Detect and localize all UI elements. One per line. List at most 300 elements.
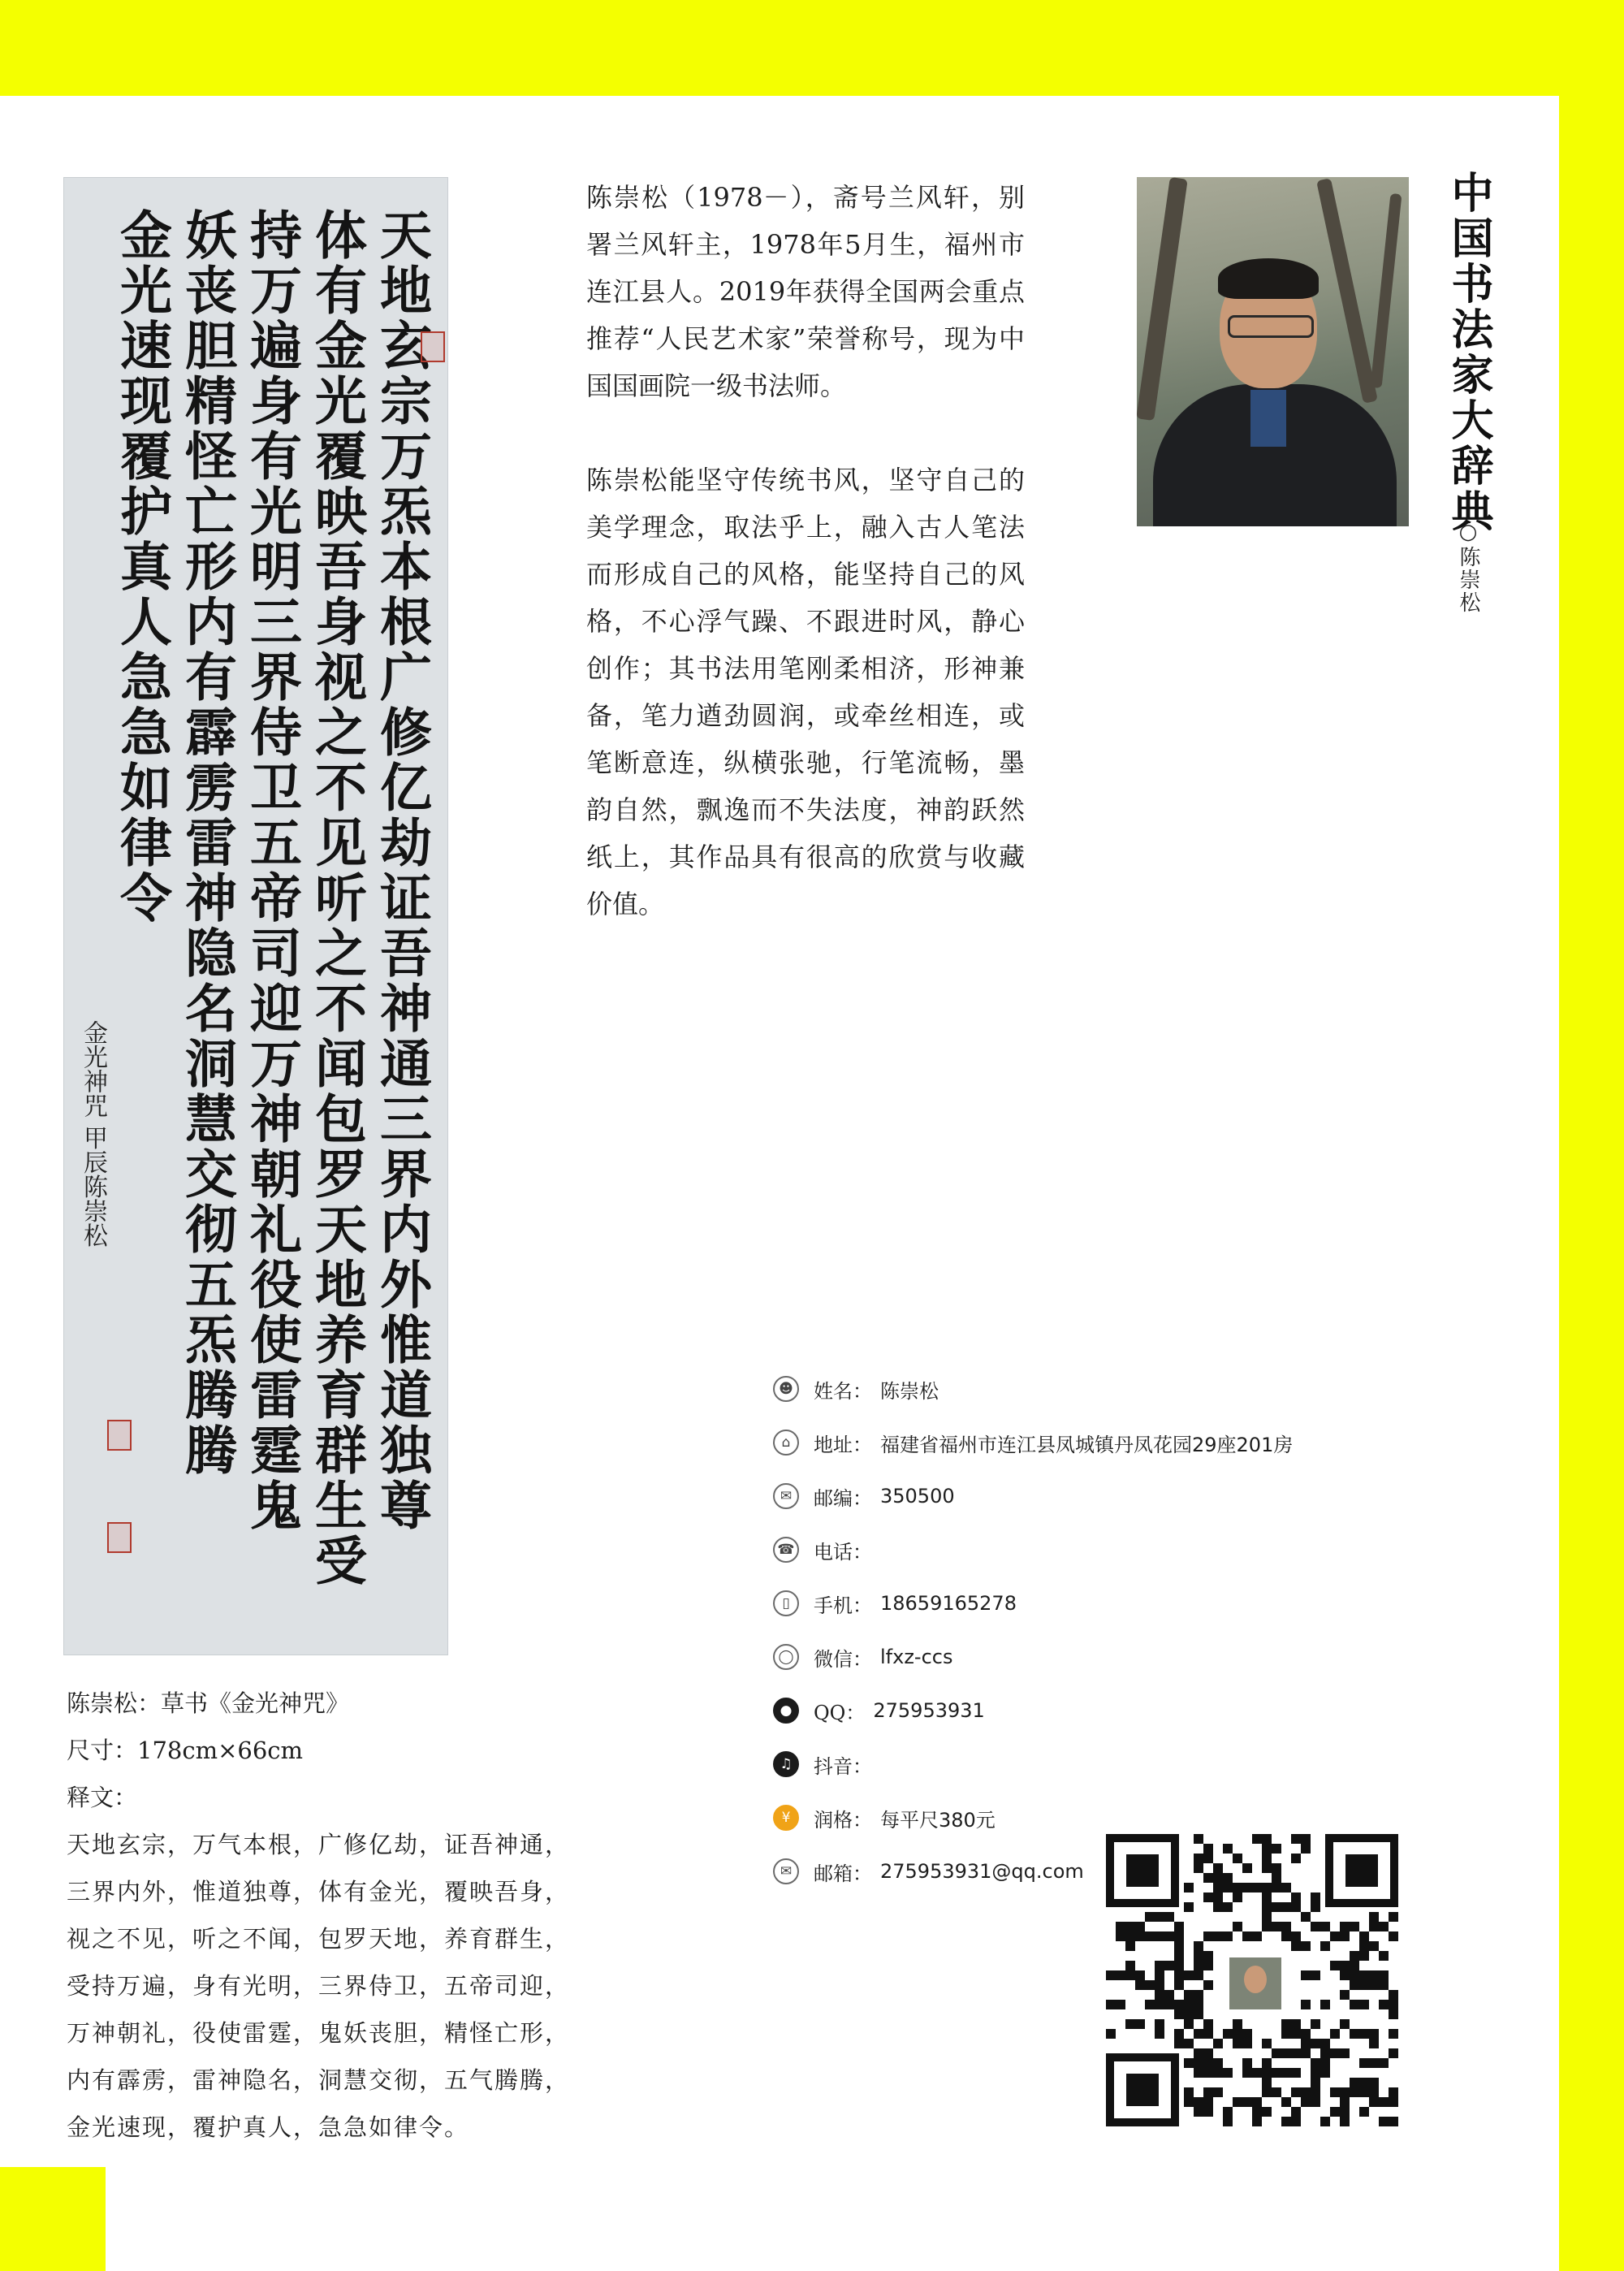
scroll-column-3: 持万遍身有光明三界侍卫五帝司迎万神朝礼役使雷霆鬼 (241, 208, 302, 1533)
qr-module (1194, 2097, 1203, 2107)
qr-module (1252, 1931, 1262, 1941)
qr-module (1281, 1902, 1291, 1912)
qr-module (1233, 1922, 1242, 1931)
qr-module (1252, 1834, 1262, 1844)
contact-qq-value: 275953931 (873, 1699, 985, 1722)
bio-paragraph-2: 陈崇松能坚守传统书风，坚守自己的美学理念，取法乎上，融入古人笔法而形成自己的风格，能坚持自己的风格，不心浮气躁、不跟进时风，静心创作；其书法用笔刚柔相济，形神兼备，笔力遒劲圆润，或牵丝相连，或笔断意连，纵横张驰，行笔流畅，墨韵自然，飘逸而不失法度，神韵跃然纸上，其作品具有很高的欣赏与收藏价值。 (586, 465, 1025, 919)
qr-module (1281, 2048, 1291, 2058)
qr-module (1174, 2039, 1184, 2048)
qr-module (1242, 1883, 1252, 1892)
qr-module (1194, 1951, 1203, 1961)
qr-module (1281, 2097, 1291, 2107)
qr-module (1194, 1854, 1203, 1863)
contact-email: ✉ 邮箱： 275953931@qq.com (773, 1855, 1084, 1888)
qr-module (1262, 1863, 1272, 1873)
qr-module (1311, 2097, 1320, 2107)
qr-module (1174, 2029, 1184, 2039)
qr-module (1281, 2117, 1291, 2126)
contact-price: ¥ 润格： 每平尺380元 (773, 1802, 996, 1834)
translation-line: 视之不见，听之不闻，包罗天地，养育群生， (67, 1925, 571, 1953)
qr-module (1194, 1863, 1203, 1873)
qr-module (1379, 1922, 1389, 1931)
qr-center-avatar (1226, 1954, 1285, 2013)
qr-module (1301, 1834, 1311, 1844)
qr-module (1369, 1922, 1379, 1931)
qr-module (1164, 1931, 1174, 1941)
qr-module (1262, 1922, 1272, 1931)
home-icon: ⌂ (773, 1430, 799, 1456)
qr-module (1379, 2000, 1389, 2009)
qr-module (1213, 1883, 1223, 1892)
qr-module (1233, 2039, 1242, 2048)
qr-module (1213, 2087, 1223, 2097)
qr-module (1359, 2087, 1369, 2097)
artist-biography (586, 174, 1025, 975)
qr-module (1262, 1912, 1272, 1922)
qr-module (1350, 1980, 1359, 1990)
qr-module (1359, 2029, 1369, 2039)
qr-module (1330, 2107, 1340, 2117)
translation-line: 金光速现，覆护真人，急急如律令。 (67, 2113, 470, 2141)
qr-module (1194, 2048, 1203, 2058)
qr-module (1262, 2078, 1272, 2087)
qr-module (1291, 1834, 1301, 1844)
qr-module (1379, 1980, 1389, 1990)
qr-module (1311, 1970, 1320, 1980)
qr-module (1184, 1883, 1194, 1892)
qq-icon: ● (773, 1698, 799, 1724)
qr-module (1125, 1922, 1135, 1931)
qr-module (1203, 1951, 1213, 1961)
qr-module (1203, 2087, 1213, 2097)
qr-module (1155, 1990, 1164, 2000)
qr-module (1203, 2097, 1213, 2107)
qr-module (1233, 1854, 1242, 1863)
qr-module (1213, 2039, 1223, 2048)
qr-module (1262, 2058, 1272, 2068)
phone-icon: ☎ (773, 1537, 799, 1563)
qr-module (1350, 2078, 1359, 2087)
qr-module (1203, 2107, 1213, 2117)
qr-module (1116, 2000, 1125, 2009)
qr-module (1213, 1892, 1223, 1902)
qr-module (1145, 1912, 1155, 1922)
qr-module (1213, 1902, 1223, 1912)
contact-mobile: ▯ 手机： 18659165278 (773, 1587, 1017, 1620)
qr-module (1272, 1902, 1281, 1912)
qr-module (1320, 2000, 1330, 2009)
qr-module (1281, 1931, 1291, 1941)
qr-module (1301, 1912, 1311, 1922)
qr-module (1369, 2029, 1379, 2039)
qr-module (1242, 1863, 1252, 1873)
qr-module (1203, 2068, 1213, 2078)
qr-module (1194, 1941, 1203, 1951)
qr-module (1223, 1844, 1233, 1854)
qr-module (1135, 1931, 1145, 1941)
qr-module (1311, 1902, 1320, 1912)
qr-module (1330, 1961, 1340, 1970)
qr-module (1174, 1951, 1184, 1961)
qr-module (1164, 1912, 1174, 1922)
qr-module (1301, 1941, 1311, 1951)
translation-line: 三界内外，惟道独尊，体有金光，覆映吾身， (67, 1878, 571, 1905)
qr-module (1389, 2087, 1398, 2097)
qr-module (1135, 1970, 1145, 1980)
qr-module (1203, 1892, 1213, 1902)
qr-module (1184, 2097, 1194, 2107)
qr-module (1155, 1961, 1164, 1970)
qr-module (1252, 2068, 1262, 2078)
qr-module (1262, 1834, 1272, 1844)
qr-module (1369, 2078, 1379, 2087)
qr-module (1369, 1980, 1379, 1990)
qr-module (1164, 2000, 1174, 2009)
qr-module (1262, 2107, 1272, 2117)
qr-module (1164, 1990, 1174, 2000)
scroll-column-5: 金光速现覆护真人急急如律令 (111, 208, 172, 926)
contact-douyin: ♫ 抖音： (773, 1748, 880, 1780)
qr-module (1311, 2068, 1320, 2078)
qr-module (1174, 1941, 1184, 1951)
qr-module (1340, 2107, 1350, 2117)
qr-module (1272, 1863, 1281, 1873)
qr-module (1233, 1892, 1242, 1902)
qr-module (1389, 1912, 1398, 1922)
qr-module (1350, 1970, 1359, 1980)
qr-module (1194, 1990, 1203, 2000)
qr-module (1252, 2107, 1262, 2117)
qr-module (1145, 1931, 1155, 1941)
qr-module (1106, 1970, 1116, 1980)
qr-module (1155, 2000, 1164, 2009)
author-name-vertical: ○陈崇松 (1456, 520, 1480, 614)
qr-module (1320, 1941, 1330, 1951)
qr-module (1311, 2087, 1320, 2097)
qr-module (1203, 1931, 1213, 1941)
qr-module (1174, 1961, 1184, 1970)
qr-module (1291, 1854, 1301, 1863)
qr-module (1223, 1873, 1233, 1883)
work-caption (67, 1680, 619, 2151)
qr-module (1242, 2058, 1252, 2068)
qr-module (1106, 2000, 1116, 2009)
qr-module (1223, 1931, 1233, 1941)
qr-module (1379, 2058, 1389, 2068)
qr-module (1281, 2019, 1291, 2029)
qr-module (1272, 1883, 1281, 1892)
qr-module (1369, 2087, 1379, 2097)
qr-module (1184, 1990, 1194, 2000)
qr-module (1330, 1931, 1340, 1941)
qr-module (1291, 1892, 1301, 1902)
qr-module (1203, 2019, 1213, 2029)
translation-line: 万神朝礼，役使雷霆，鬼妖丧胆，精怪亡形， (67, 2019, 571, 2047)
qr-module (1223, 1883, 1233, 1892)
qr-module (1369, 2039, 1379, 2048)
qr-module (1233, 2019, 1242, 2029)
qr-module (1291, 1941, 1301, 1951)
qr-module (1359, 2000, 1369, 2009)
qr-module (1262, 1854, 1272, 1863)
qr-module (1252, 2117, 1262, 2126)
work-title: 陈崇松：草书《金光神咒》 (67, 1689, 350, 1717)
qr-module (1155, 1931, 1164, 1941)
qr-module (1379, 1970, 1389, 1980)
qr-module (1155, 1980, 1164, 1990)
qr-module (1320, 2068, 1330, 2078)
qr-module (1291, 2068, 1301, 2078)
qr-module (1125, 2019, 1135, 2029)
scroll-signature: 金光神咒 甲辰陈崇松 (79, 1020, 107, 1248)
qr-module (1242, 1931, 1252, 1941)
qr-module (1194, 1970, 1203, 1980)
qr-module (1359, 2058, 1369, 2068)
qr-module (1252, 1883, 1262, 1892)
qr-finder-pattern (1106, 1834, 1179, 1907)
qr-module (1184, 2087, 1194, 2097)
qr-module (1389, 2029, 1398, 2039)
qr-module (1213, 2068, 1223, 2078)
qr-module (1340, 2087, 1350, 2097)
qr-module (1194, 2000, 1203, 2009)
scroll-column-4: 妖丧胆精怪亡形内有霹雳雷神隐名洞慧交彻五炁腾腾 (176, 208, 237, 1478)
qr-module (1369, 2058, 1379, 2068)
qr-module (1291, 1931, 1301, 1941)
qr-module (1320, 2058, 1330, 2068)
top-yellow-band (0, 0, 1624, 96)
qr-module (1389, 2000, 1398, 2009)
qr-finder-pattern (1106, 2053, 1179, 2126)
qr-module (1340, 2097, 1350, 2107)
qr-module (1359, 1951, 1369, 1961)
qr-module (1359, 1931, 1369, 1941)
qr-module (1301, 2087, 1311, 2097)
qr-module (1164, 1961, 1174, 1970)
qr-module (1359, 1941, 1369, 1951)
translation-label: 释文： (67, 1784, 138, 1811)
qr-module (1203, 2029, 1213, 2039)
qr-module (1301, 1844, 1311, 1854)
qr-module (1311, 2039, 1320, 2048)
qr-module (1135, 1980, 1145, 1990)
contact-postcode-value: 350500 (880, 1485, 955, 1508)
qr-module (1291, 2087, 1301, 2097)
qr-module (1174, 1980, 1184, 1990)
qr-module (1301, 2029, 1311, 2039)
seal-stamp-icon (421, 331, 445, 362)
qr-module (1125, 1931, 1135, 1941)
qr-module (1301, 2039, 1311, 2048)
qr-module (1203, 2048, 1213, 2058)
qr-module (1369, 1912, 1379, 1922)
qr-module (1311, 2058, 1320, 2068)
qr-module (1203, 1980, 1213, 1990)
qr-module (1369, 1941, 1379, 1951)
qr-module (1174, 1970, 1184, 1980)
qr-module (1320, 2048, 1330, 2058)
qr-module (1106, 2029, 1116, 2039)
qr-module (1389, 2117, 1398, 2126)
qr-module (1311, 2078, 1320, 2087)
qr-module (1301, 2048, 1311, 2058)
contact-wechat: ◯ 微信： lfxz-ccs (773, 1641, 952, 1673)
qr-module (1174, 2009, 1184, 2019)
qr-module (1311, 2019, 1320, 2029)
qr-module (1311, 1892, 1320, 1902)
qr-module (1311, 1922, 1320, 1931)
qr-module (1359, 2107, 1369, 2117)
qr-module (1174, 1922, 1184, 1931)
qr-module (1340, 2019, 1350, 2029)
qr-module (1242, 2097, 1252, 2107)
qr-module (1262, 2039, 1272, 2048)
qr-module (1145, 1980, 1155, 1990)
qr-module (1320, 2117, 1330, 2126)
qr-module (1291, 2019, 1301, 2029)
qr-module (1213, 1873, 1223, 1883)
qr-module (1301, 2000, 1311, 2009)
contact-wechat-value: lfxz-ccs (880, 1646, 953, 1668)
qr-module (1203, 1844, 1213, 1854)
qr-module (1389, 2009, 1398, 2019)
qr-module (1233, 1883, 1242, 1892)
qr-module (1184, 2019, 1194, 2029)
mail-code-icon: ✉ (773, 1483, 799, 1509)
contact-price-value: 每平尺380元 (880, 1808, 996, 1832)
qr-module (1135, 1922, 1145, 1931)
contact-email-value: 275953931@qq.com (880, 1860, 1084, 1883)
qr-module (1272, 2048, 1281, 2058)
qr-finder-pattern (1325, 1834, 1398, 1907)
qr-module (1262, 1892, 1272, 1902)
qr-module (1359, 1980, 1369, 1990)
qr-module (1213, 2058, 1223, 2068)
qr-module (1340, 1922, 1350, 1931)
qr-module (1281, 1922, 1291, 1931)
contact-qq: ● QQ： 275953931 (773, 1694, 985, 1727)
seal-stamp-icon (107, 1420, 132, 1451)
qr-module (1223, 2029, 1233, 2039)
qr-module (1301, 1970, 1311, 1980)
qr-module (1291, 2107, 1301, 2117)
qr-module (1281, 2068, 1291, 2078)
qr-module (1242, 2068, 1252, 2078)
qr-module (1320, 1922, 1330, 1931)
wechat-icon: ◯ (773, 1644, 799, 1670)
qr-module (1233, 2097, 1242, 2107)
right-yellow-band (1559, 0, 1624, 2271)
qr-module (1340, 2117, 1350, 2126)
qr-module (1125, 1941, 1135, 1951)
qr-module (1262, 2087, 1272, 2097)
qr-module (1281, 1883, 1291, 1892)
qr-module (1262, 1844, 1272, 1854)
qr-module (1272, 1844, 1281, 1854)
qr-module (1155, 2029, 1164, 2039)
contact-mobile-value: 18659165278 (880, 1592, 1017, 1615)
qr-module (1155, 2019, 1164, 2029)
translation-line: 受持万遍，身有光明，三界侍卫，五帝司迎， (67, 1972, 571, 2000)
user-icon: ☻ (773, 1376, 799, 1402)
qr-module (1272, 2068, 1281, 2078)
qr-module (1340, 2048, 1350, 2058)
qr-module (1213, 1863, 1223, 1873)
qr-module (1203, 1873, 1213, 1883)
qr-module (1194, 2068, 1203, 2078)
qr-module (1262, 2068, 1272, 2078)
qr-module (1301, 2097, 1311, 2107)
douyin-icon: ♫ (773, 1751, 799, 1777)
translation-line: 内有霹雳，雷神隐名，洞慧交彻，五气腾腾， (67, 2066, 571, 2094)
qr-module (1291, 2029, 1301, 2039)
qr-module (1350, 1961, 1359, 1970)
qr-module (1359, 2078, 1369, 2087)
qr-module (1379, 2117, 1389, 2126)
contact-address: ⌂ 地址： 福建省福州市连江县凤城镇丹凤花园29座201房 (773, 1426, 1293, 1459)
wechat-qr-code[interactable] (1106, 1834, 1398, 2126)
qr-module (1194, 2029, 1203, 2039)
qr-module (1135, 2019, 1145, 2029)
qr-module (1350, 1922, 1359, 1931)
qr-module (1369, 1970, 1379, 1980)
qr-module (1155, 1912, 1164, 1922)
qr-module (1203, 1854, 1213, 1863)
seal-stamp-icon (107, 1522, 132, 1553)
qr-module (1252, 2097, 1262, 2107)
qr-module (1184, 2058, 1194, 2068)
bottom-left-yellow-block (0, 2167, 106, 2271)
qr-module (1116, 1931, 1125, 1941)
qr-module (1350, 2087, 1359, 2097)
qr-module (1174, 1931, 1184, 1941)
calligraphy-scroll-image (63, 177, 448, 1655)
qr-module (1223, 1902, 1233, 1912)
qr-module (1379, 1951, 1389, 1961)
qr-module (1184, 1970, 1194, 1980)
book-title-vertical: 中国书法家大辞典 (1444, 171, 1493, 534)
qr-module (1194, 2009, 1203, 2019)
qr-module (1223, 2117, 1233, 2126)
qr-module (1340, 1970, 1350, 1980)
qr-module (1330, 2087, 1340, 2097)
qr-module (1174, 2000, 1184, 2009)
qr-module (1389, 2048, 1398, 2058)
qr-module (1194, 1834, 1203, 1844)
email-icon: ✉ (773, 1858, 799, 1884)
scroll-column-2: 体有金光覆映吾身视之不见听之不闻包罗天地养育群生受 (306, 208, 367, 1589)
qr-module (1330, 2048, 1340, 2058)
qr-module (1389, 1931, 1398, 1941)
qr-module (1203, 2058, 1213, 2068)
contact-postcode: ✉ 邮编： 350500 (773, 1480, 955, 1512)
qr-module (1145, 2000, 1155, 2009)
qr-module (1291, 2117, 1301, 2126)
qr-module (1281, 2029, 1291, 2039)
contact-phone: ☎ 电话： (773, 1533, 880, 1566)
mobile-icon: ▯ (773, 1590, 799, 1616)
qr-module (1389, 1990, 1398, 2000)
qr-module (1223, 2107, 1233, 2117)
qr-module (1116, 1922, 1125, 1931)
contact-name-value: 陈崇松 (880, 1379, 939, 1403)
qr-module (1184, 1902, 1194, 1912)
price-icon: ¥ (773, 1805, 799, 1831)
qr-module (1184, 2039, 1194, 2048)
qr-module (1350, 1951, 1359, 1961)
qr-module (1369, 2097, 1379, 2107)
qr-module (1242, 2029, 1252, 2039)
